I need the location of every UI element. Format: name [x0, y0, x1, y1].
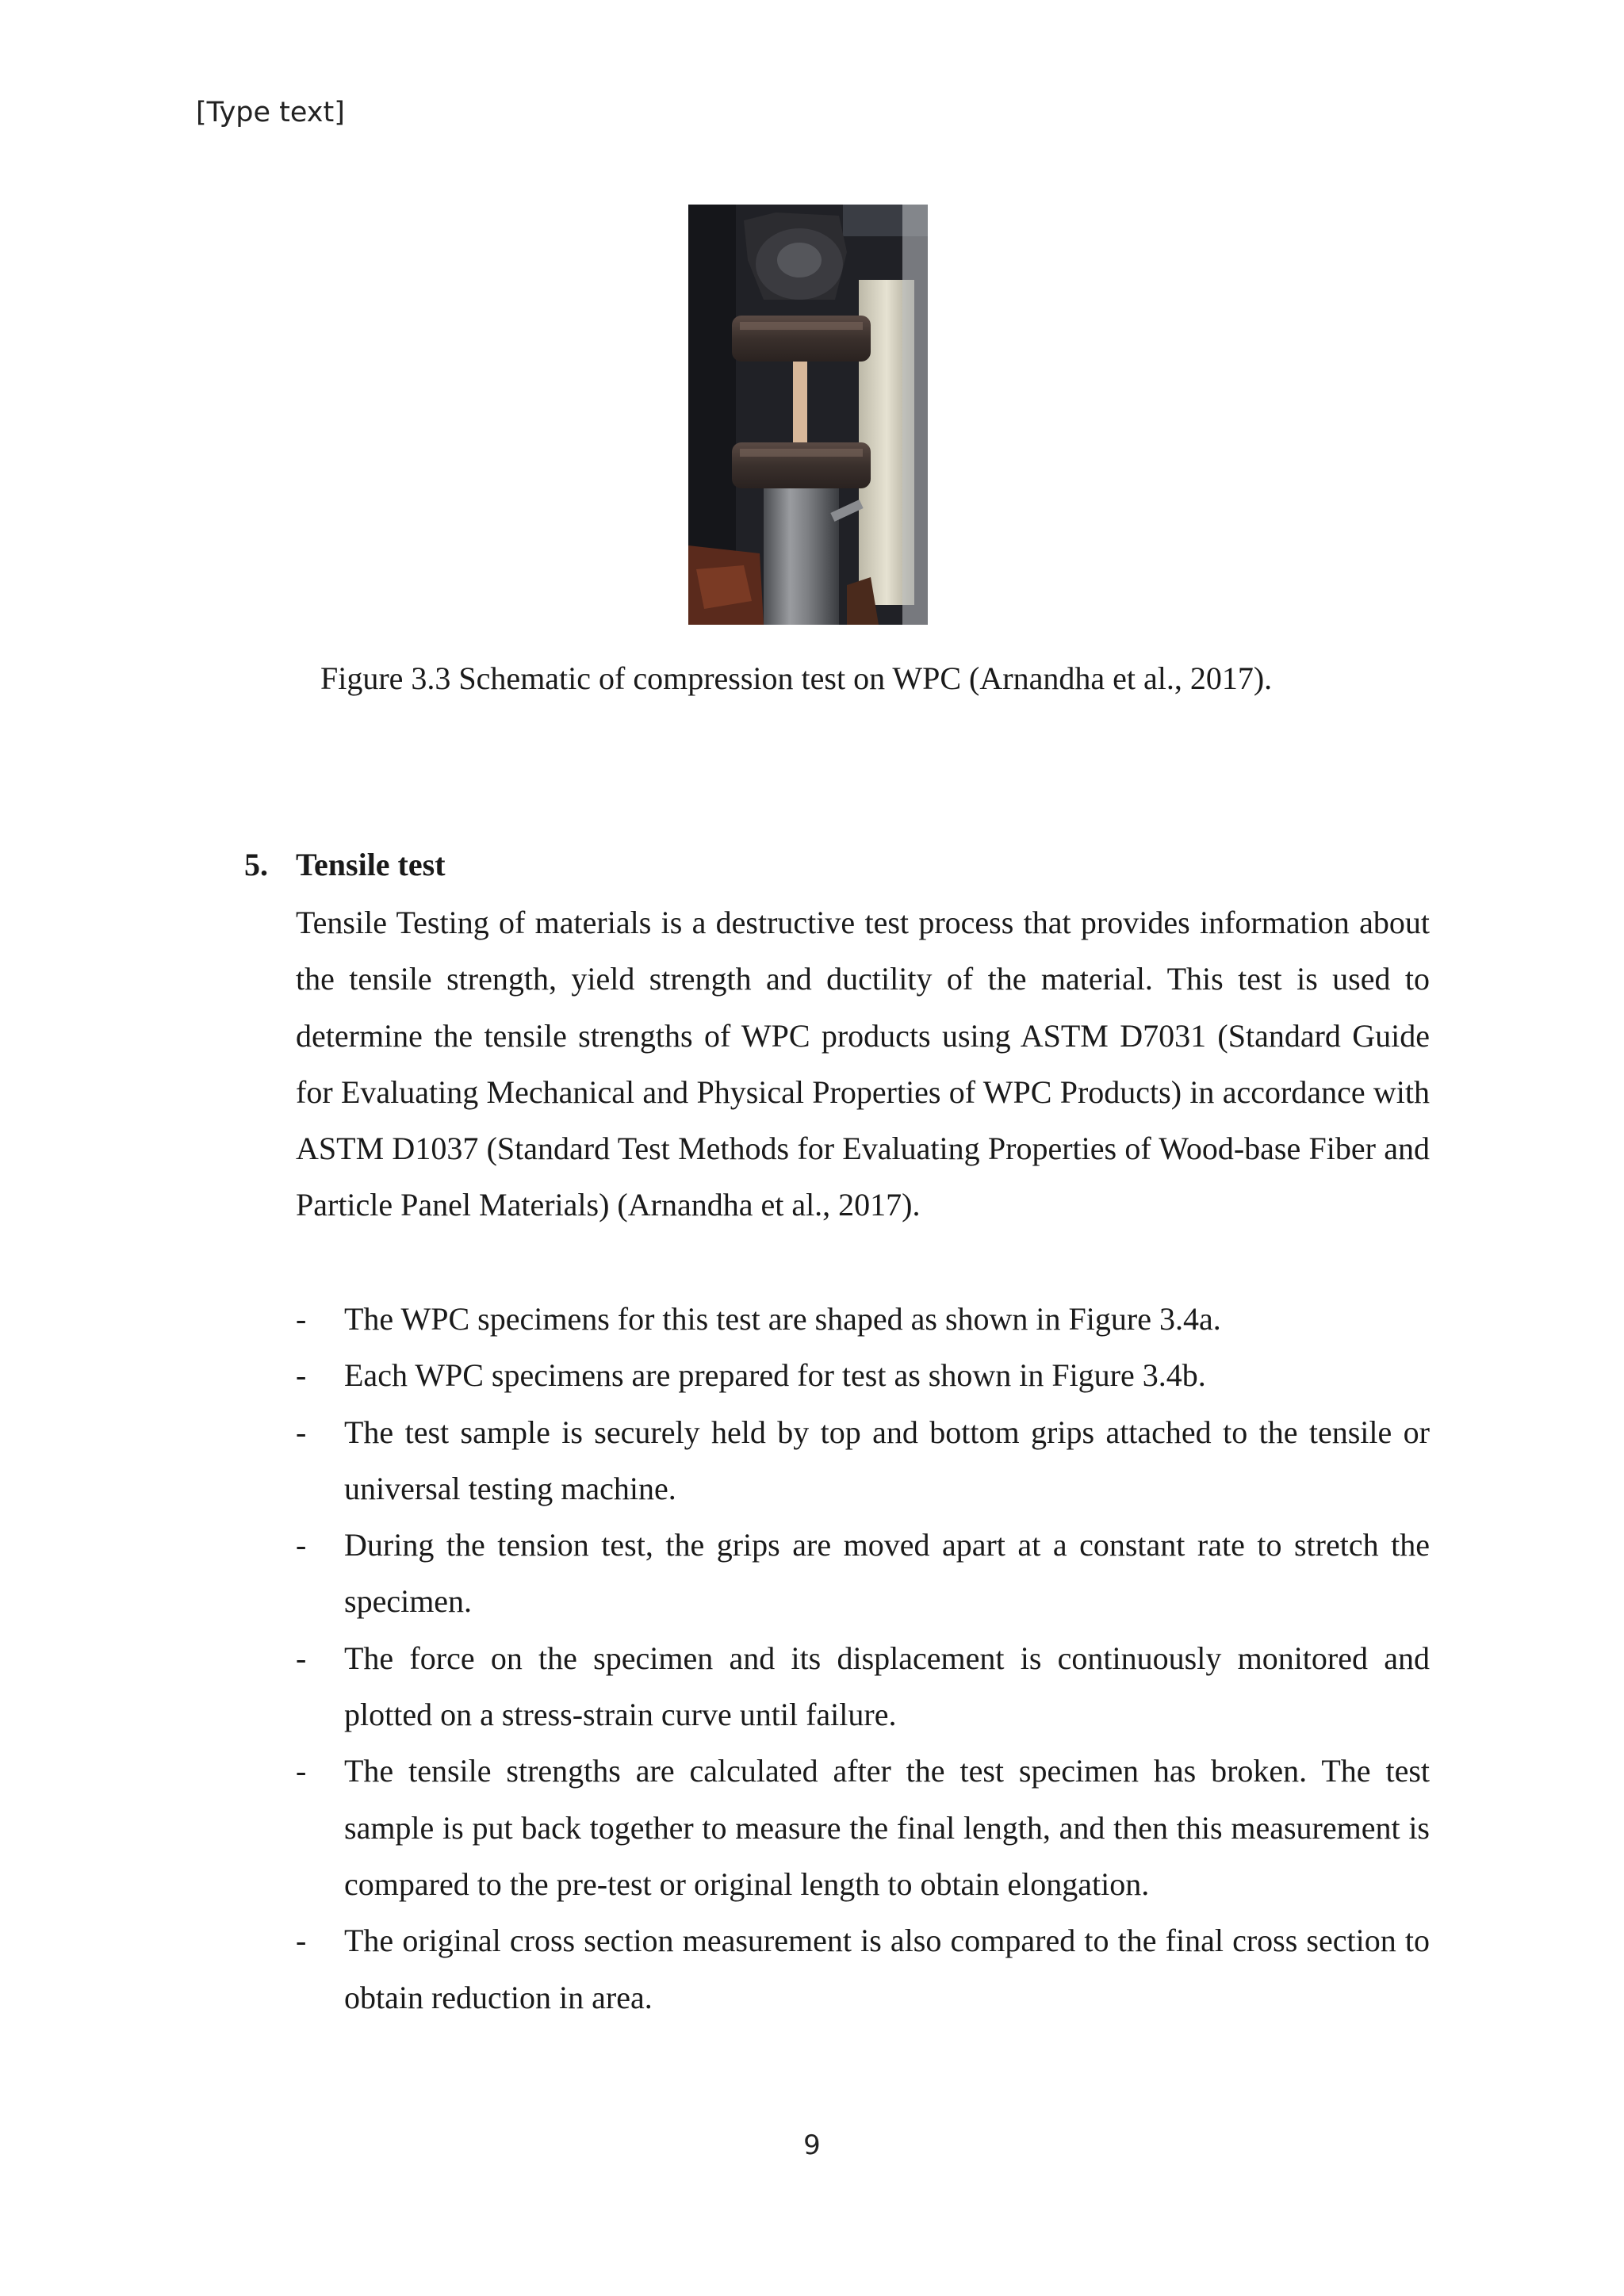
list-item — [296, 1912, 1430, 2026]
bullet-dash: - — [296, 1357, 307, 1394]
page-number: 9 — [803, 2130, 821, 2161]
compression-test-photo — [688, 205, 928, 625]
list-item-text: The WPC specimens for this test are shaped as shown in Figure 3.4a. — [344, 1301, 1221, 1337]
page-header: [Type text] — [196, 97, 345, 128]
bullet-dash: - — [296, 1527, 307, 1563]
list-item-text: The force on the specimen and its displacement is continuously monitored and plotted on a stress-strain curve until failure. — [344, 1640, 1430, 1733]
list-item — [296, 1517, 1430, 1630]
section-title: Tensile test — [296, 847, 446, 882]
list-item — [296, 1630, 1430, 1743]
bullet-dash: - — [296, 1640, 307, 1676]
list-item — [296, 1291, 1430, 1347]
bullet-dash: - — [296, 1414, 307, 1450]
section-number: 5. — [244, 847, 268, 882]
list-item-text: The original cross section measurement is also compared to the final cross section to obtain reduction in area. — [344, 1923, 1430, 2015]
list-item — [296, 1743, 1430, 1912]
list-item-text: The test sample is securely held by top and bottom grips attached to the tensile or universal testing machine. — [344, 1414, 1430, 1506]
figure-caption: Figure 3.3 Schematic of compression test on WPC (Arnandha et al., 2017). — [320, 660, 1273, 696]
list-item-text: The tensile strengths are calculated after the test specimen has broken. The test sample is put back together to measure the final length, and then this measurement is compared to the pre-test or original length to obtain elongation. — [344, 1753, 1430, 1902]
list-item — [296, 1404, 1430, 1517]
list-item-text: During the tension test, the grips are moved apart at a constant rate to stretch the specimen. — [344, 1527, 1430, 1620]
list-item-text: Each WPC specimens are prepared for test as shown in Figure 3.4b. — [344, 1357, 1206, 1394]
bullet-list — [296, 1291, 1430, 2026]
bullet-dash: - — [296, 1301, 307, 1337]
section-heading — [244, 843, 446, 887]
bullet-dash: - — [296, 1753, 307, 1789]
bullet-dash: - — [296, 1923, 307, 1959]
list-item — [296, 1347, 1430, 1403]
body-paragraph: Tensile Testing of materials is a destructive test process that provides information about the tensile strength, yield strength and ductility of the material. This test is used to determine the tensile strengths of WPC products using ASTM D7031 (Standard Guide for Evaluating Mechanical and Physical Properties of WPC Products) in accordance with ASTM D1037 (Standard Test Methods for Evaluating Properties of Wood-base Fiber and Particle Panel Materials) (Arnandha et al., 2017). — [296, 905, 1430, 1223]
